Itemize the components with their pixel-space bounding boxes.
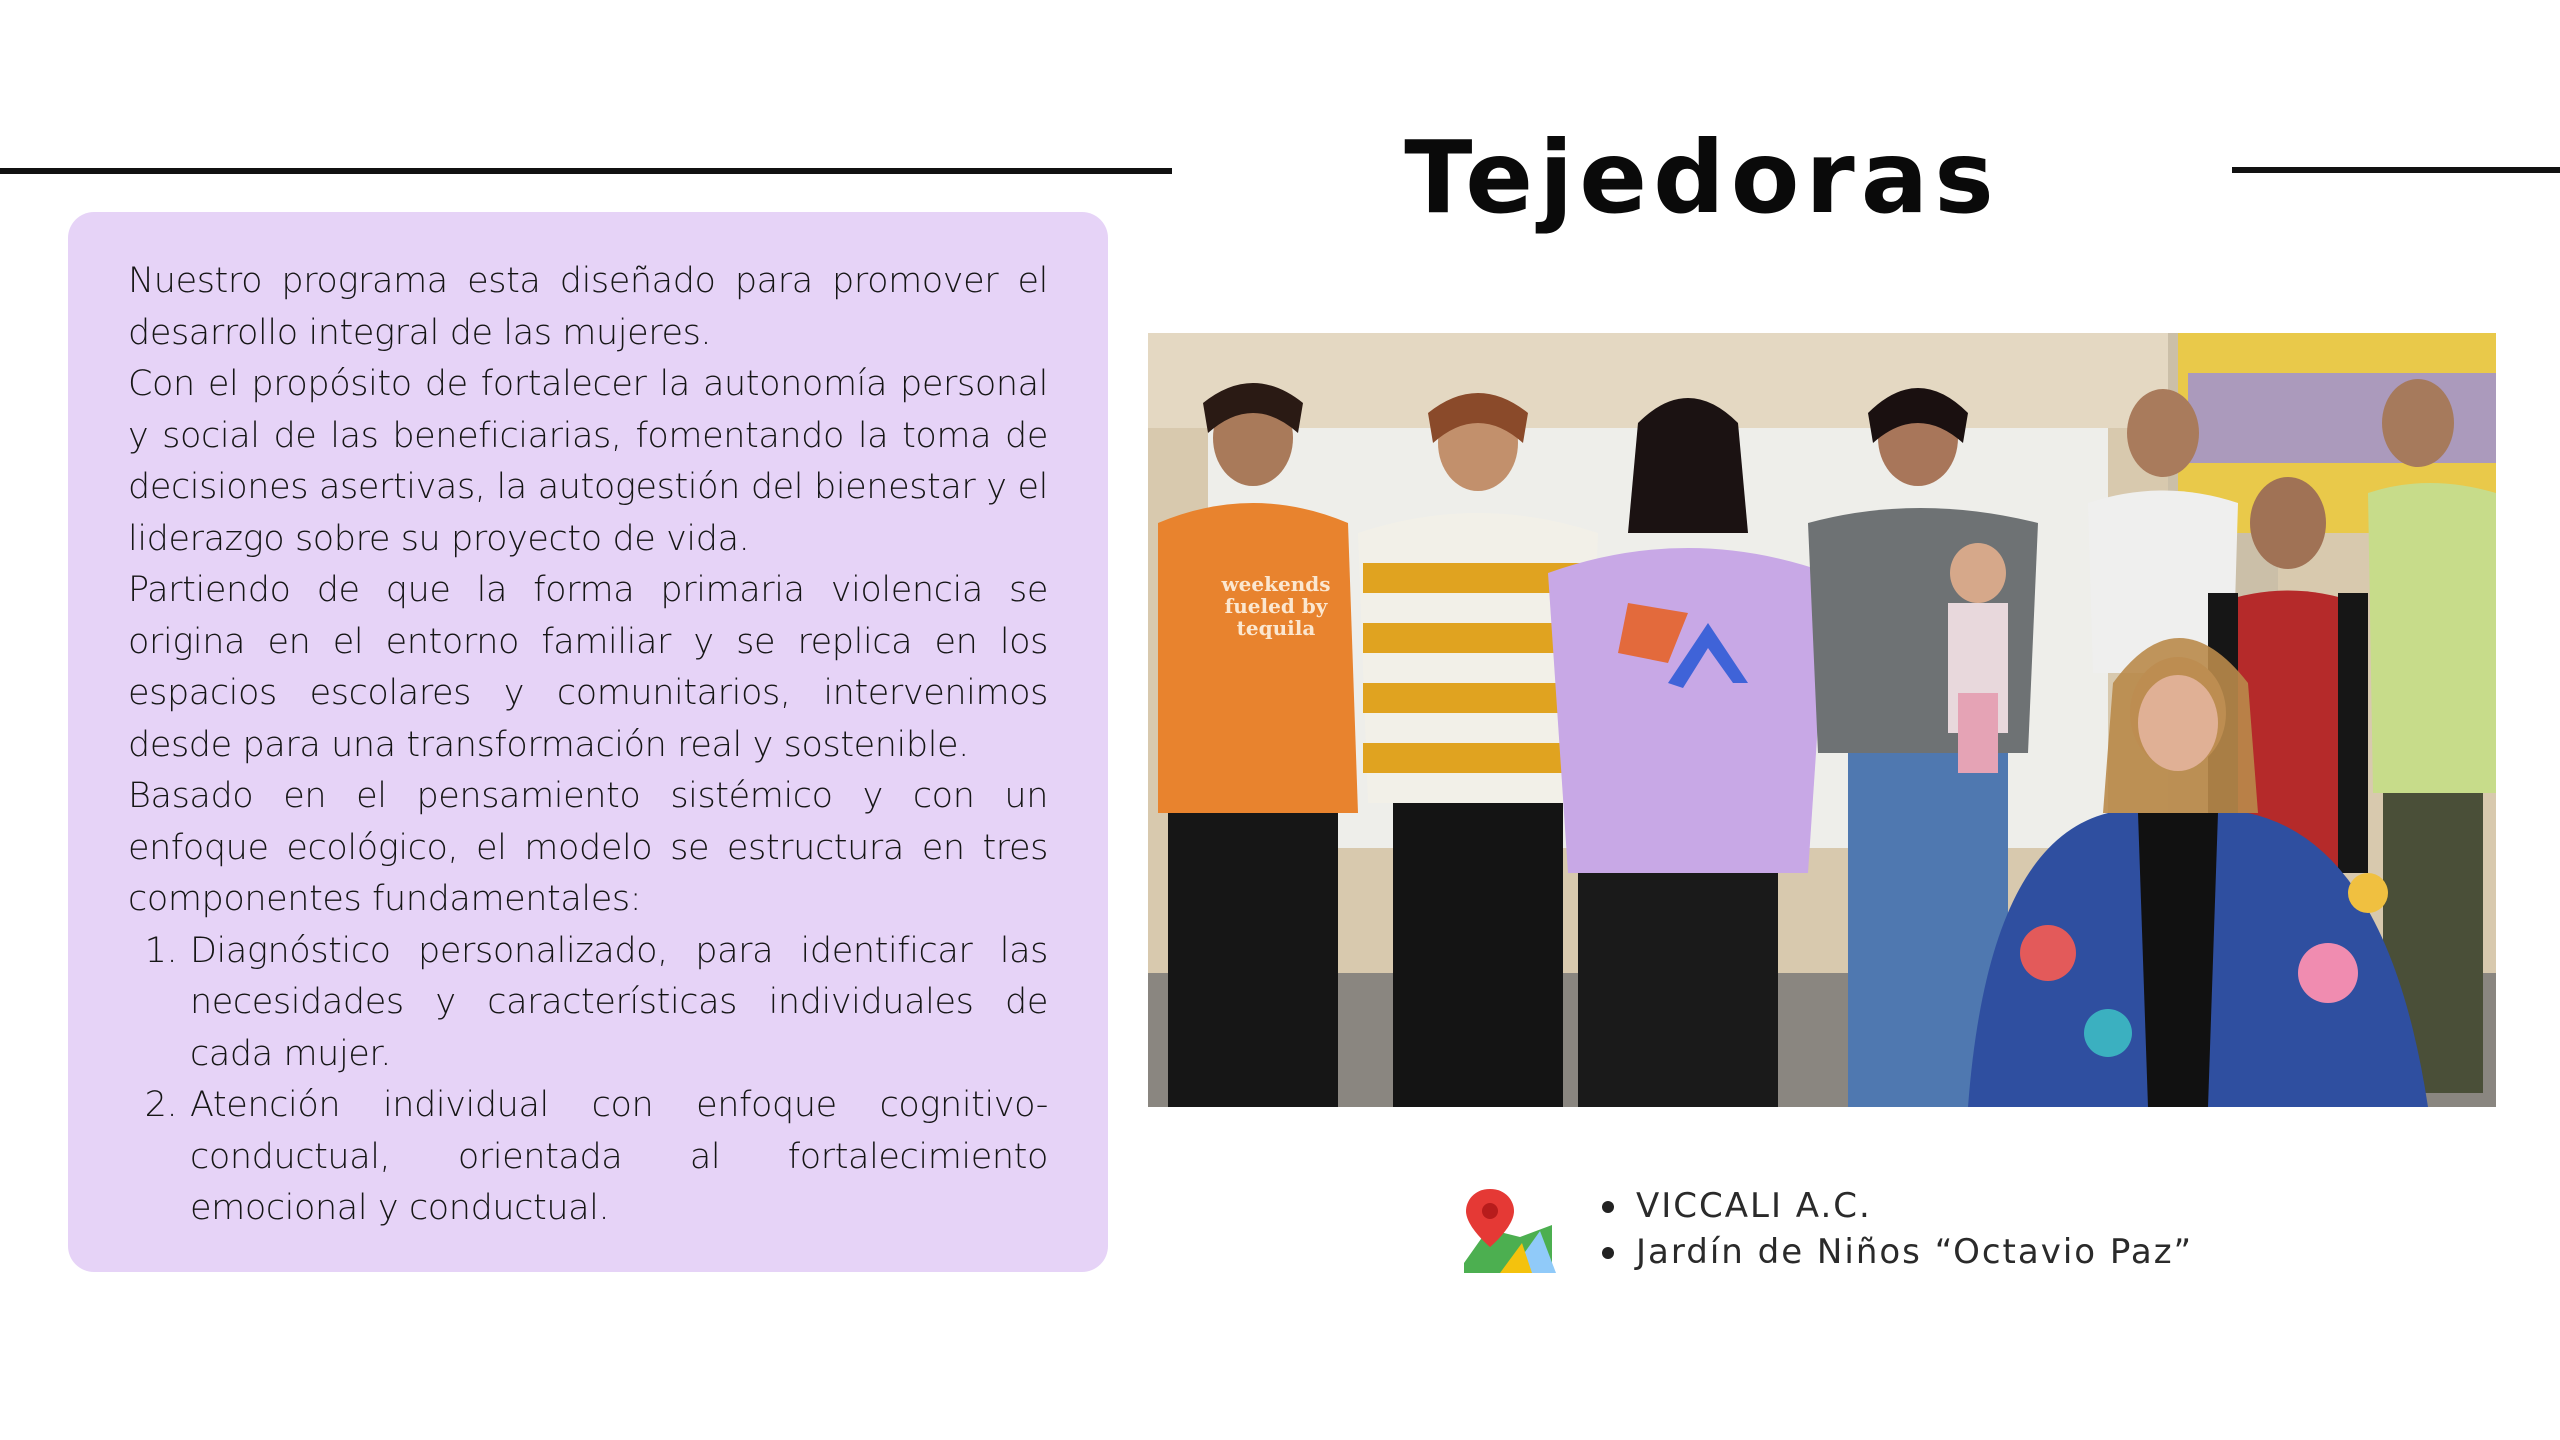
paragraph-model: Basado en el pensamiento sistémico y con un enfoque ecológico, el modelo se estructura en tres componentes fundamentales: [128,776,1048,919]
location-item: VICCALI A.C. [1602,1183,2193,1229]
list-item: 2. Atención individual con enfoque cognitivo-conductual, orientada al fortalecimiento emocional y conductual. [188,1080,1048,1235]
program-description-card [68,212,1108,1272]
paragraph-purpose: Con el propósito de fortalecer la autonomía personal y social de las beneficiarias, fomentando la toma de decisiones asertivas, la autogestión del bienestar y el liderazgo sobre su proyecto de vida. [128,364,1048,559]
header-rule-right [2232,167,2560,173]
shirt-text-line: weekends [1221,572,1331,596]
group-photo [1148,333,2496,1107]
page-title: Tejedoras [1404,119,2000,236]
locations-list [1602,1183,2193,1275]
header-rule-left [0,168,1172,174]
components-list [128,926,1048,1235]
paragraph-violence: Partiendo de que la forma primaria violencia se origina en el entorno familiar y se replica en los espacios escolares y comunitarios, intervenimos desde para una transformación real y sostenible. [128,570,1048,765]
list-item: 1. Diagnóstico personalizado, para identificar las necesidades y características individuales de cada mujer. [188,926,1048,1081]
shirt-text-line: tequila [1236,616,1316,640]
location-item: Jardín de Niños “Octavio Paz” [1602,1229,2193,1275]
map-pin-icon [1460,1185,1560,1275]
paragraph-intro: Nuestro programa esta diseñado para promover el desarrollo integral de las mujeres. [128,261,1048,353]
shirt-text-line: fueled by [1224,594,1328,618]
